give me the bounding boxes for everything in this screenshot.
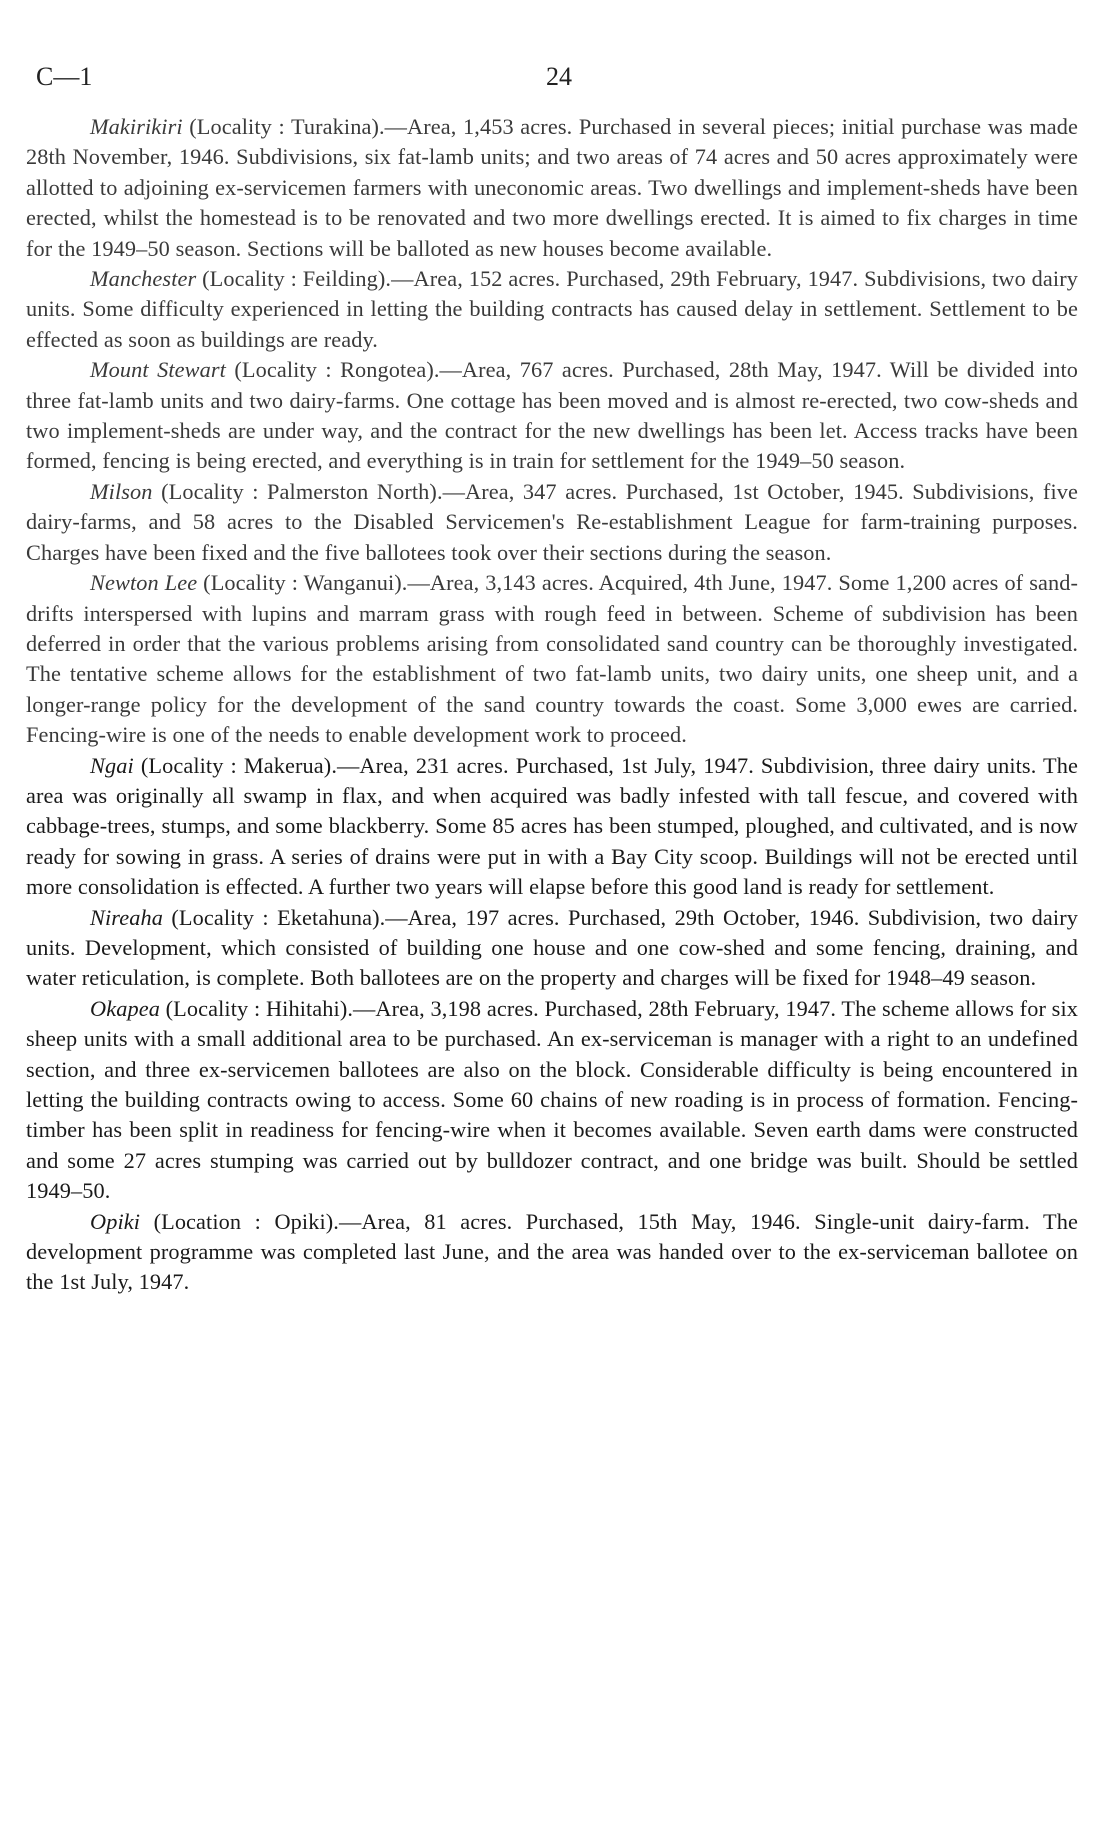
entry-okapea [26,994,1078,1207]
page-header [36,62,1078,98]
entry-nireaha [26,903,1078,994]
entry-text: (Locality : Eketahuna).—Area, 197 acres. Purchased, 29th October, 1946. Subdivision, two dairy units. Development, which consisted of building one house and one cow-shed and some fencing, draining, and water reticulation, is complete. Both ballotees are on the property and charges will be fixed for 1948–49 season. [26,904,1078,991]
entry-name: Milson [90,478,153,504]
entry-name: Mount Stewart [90,357,226,383]
entry-opiki [26,1207,1078,1298]
entry-newton-lee [26,568,1078,750]
entry-text: (Locality : Turakina).—Area, 1,453 acres. Purchased in several pieces; initial purchase was made 28th November, 1946. Subdivisions, six fat-lamb units; and two areas of 74 acres and 50 acres approximately were allotted to adjoining ex-servicemen farmers with uneconomic areas. Two dwellings and implement-sheds have been erected, whilst the homestead is to be renovated and two more dwellings erected. It is aimed to fix charges in time for the 1949–50 season. Sections will be balloted as new houses become available. [26,114,1078,261]
entry-manchester [26,264,1078,355]
page-number: 24 [546,62,572,91]
entry-ngai [26,751,1078,903]
entry-text: (Locality : Hihitahi).—Area, 3,198 acres. Purchased, 28th February, 1947. The scheme allows for six sheep units with a small additional area to be purchased. An ex-serviceman is manager with a right to an undefined section, and three ex-servicemen ballotees are also on the block. Considerable difficulty is being encountered in letting the building contracts owing to access. Some 60 chains of new roading is in process of formation. Fencing-timber has been split in readiness for fencing-wire when it becomes available. Seven earth dams were constructed and some 27 acres stumping was carried out by bulldozer contract, and one bridge was built. Should be settled 1949–50. [26,995,1078,1204]
entry-name: Okapea [90,995,160,1021]
entry-text: (Locality : Makerua).—Area, 231 acres. Purchased, 1st July, 1947. Subdivision, three dairy units. The area was originally all swamp in flax, and when acquired was badly infested with tall fescue, and covered with cabbage-trees, stumps, and some blackberry. Some 85 acres has been stumped, ploughed, and cultivated, and is now ready for sowing in grass. A series of drains were put in with a Bay City scoop. Buildings will not be erected until more consolidation is effected. A further two years will elapse before this good land is ready for settlement. [26,752,1078,900]
entry-text: (Locality : Wanganui).—Area, 3,143 acres. Acquired, 4th June, 1947. Some 1,200 acres of sand-drifts interspersed with lupins and marram grass with rough feed in between. Scheme of subdivision has been deferred in order that the various problems arising from consolidated sand country can be thoroughly investigated. The tentative scheme allows for the establishment of two fat-lamb units, two dairy units, one sheep unit, and a longer-range policy for the development of the sand country towards the coast. Some 3,000 ewes are carried. Fencing-wire is one of the needs to enable development work to proceed. [26,570,1078,748]
document-body [26,112,1078,1298]
entry-mount-stewart [26,355,1078,477]
entry-text: (Location : Opiki).—Area, 81 acres. Purchased, 15th May, 1946. Single-unit dairy-farm. The development programme was completed last June, and the area was handed over to the ex-serviceman ballotee on the 1st July, 1947. [26,1208,1078,1295]
entry-text: (Locality : Palmerston North).—Area, 347 acres. Purchased, 1st October, 1945. Subdivisions, five dairy-farms, and 58 acres to the Disabled Servicemen's Re-establishment League for farm-training purposes. Charges have been fixed and the five ballotees took over their sections during the season. [26,478,1078,565]
entry-name: Newton Lee [90,570,198,596]
entry-name: Makirikiri [90,114,183,139]
entry-name: Manchester [90,266,197,292]
entry-name: Nireaha [90,904,163,930]
entry-text: (Locality : Rongotea).—Area, 767 acres. Purchased, 28th May, 1947. Will be divided into three fat-lamb units and two dairy-farms. One cottage has been moved and is almost re-erected, two cow-sheds and two implement-sheds are under way, and the contract for the new dwellings has been let. Access tracks have been formed, fencing is being erected, and everything is in train for settlement for the 1949–50 season. [26,357,1078,474]
entry-name: Ngai [90,752,134,778]
entry-name: Opiki [90,1208,141,1234]
entry-text: (Locality : Feilding).—Area, 152 acres. Purchased, 29th February, 1947. Subdivisions, two dairy units. Some difficulty experienced in letting the building contracts has caused delay in settlement. Settlement to be effected as soon as buildings are ready. [26,266,1078,352]
entry-makirikiri [26,112,1078,264]
series-code: C—1 [36,62,93,91]
entry-milson [26,477,1078,568]
